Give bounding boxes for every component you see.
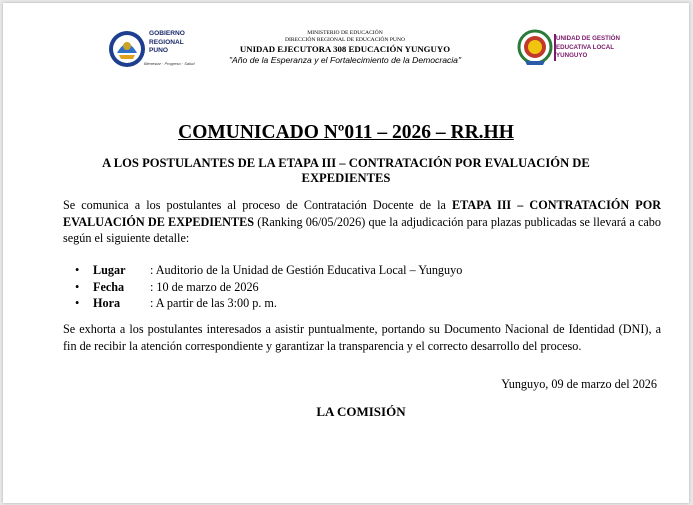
list-item: • Fecha : 10 de marzo de 2026 [75, 279, 259, 294]
regional-motto: Bienestar · Progreso · Salud [144, 61, 195, 66]
list-item: • Lugar : Auditorio de la Unidad de Gestión Educativa Local – Yunguyo [75, 263, 463, 277]
ministry-name: MINISTERIO DE EDUCACIÓN [307, 30, 383, 36]
document-title: COMUNICADO Nº011 – 2026 – RR.HH [178, 122, 514, 143]
regional-government-logo [107, 29, 147, 69]
year-motto: "Año de la Esperanza y el Fortalecimiento de la Democracia" [228, 55, 462, 65]
regional-government-name: GOBIERNO REGIONAL PUNO [149, 30, 185, 55]
executing-unit: UNIDAD EJECUTORA 308 EDUCACIÓN YUNGUYO [239, 44, 451, 54]
list-item: • Hora : A partir de las 3:00 p. m. [75, 296, 277, 310]
ugel-logo [517, 29, 553, 67]
exhortation-paragraph: Se exhorta a los postulantes interesados a asistir puntualmente, portando su Documento Nacional de Identidad (DNI), a fin de recibir la atención correspondiente y garantizar la transparencia y el correcto desarrollo del proceso. [63, 322, 661, 353]
document-page [3, 3, 689, 503]
details-list [75, 262, 462, 312]
letterhead [3, 3, 689, 83]
regional-direction: DIRECCIÓN REGIONAL DE EDUCACIÓN PUNO [284, 37, 406, 43]
document-subtitle: A LOS POSTULANTES DE LA ETAPA III – CONTRATACIÓN POR EVALUACIÓN DE EXPEDIENTES [102, 156, 590, 185]
stage-name: ETAPA III – CONTRATACIÓN POR EVALUACIÓN DE EXPEDIENTES [63, 198, 661, 229]
ugel-name: UNIDAD DE GESTIÓN EDUCATIVA LOCAL YUNGUYO [556, 35, 620, 60]
place-date: Yunguyo, 09 de marzo del 2026 [501, 377, 657, 391]
intro-paragraph: Se comunica a los postulantes al proceso de Contratación Docente de la ETAPA III – CONTRATACIÓN POR EVALUACIÓN DE EXPEDIENTES (Ranking 06/05/2026) que la adjudicación para plazas publicadas se llevará a cabo según el siguiente detalle: [63, 198, 661, 245]
institution-header [215, 30, 475, 66]
signature: LA COMISIÓN [316, 404, 406, 419]
